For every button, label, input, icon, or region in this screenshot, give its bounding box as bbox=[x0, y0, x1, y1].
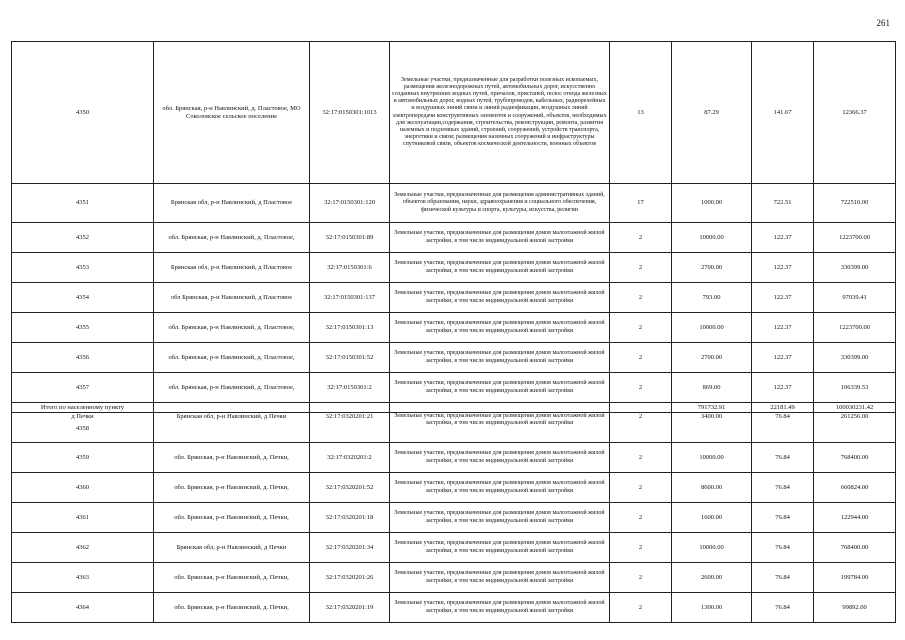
row-land-purpose: Земельные участки, предназначенные для размещения домов малоэтажной жилой застройки, в том числе индивидуальной жилой застройки bbox=[390, 343, 610, 373]
row-cadastral-number: 32:17:0320201:21 bbox=[310, 413, 390, 443]
row-cadastral-number: 32:17:0320201:26 bbox=[310, 563, 390, 593]
row-area: 2700.00 bbox=[672, 343, 752, 373]
row-cadastral-value: 330399.00 bbox=[814, 343, 896, 373]
row-specific-index: 76.84 bbox=[752, 503, 814, 533]
row-cadastral-value: 768400.00 bbox=[814, 443, 896, 473]
row-specific-index: 722.51 bbox=[752, 184, 814, 223]
row-number: 4352 bbox=[12, 223, 154, 253]
row-land-type: 13 bbox=[610, 42, 672, 184]
cadastral-value-table bbox=[11, 41, 896, 623]
row-cadastral-number: 32:17:0320201:34 bbox=[310, 533, 390, 563]
row-address: обл. Брянская, р-н Навлинский, д. Пластовое, bbox=[154, 373, 310, 403]
table-row bbox=[12, 413, 896, 443]
row-number: 4350 bbox=[12, 42, 154, 184]
row-cadastral-number: 32:17:0150301:120 bbox=[310, 184, 390, 223]
table-row bbox=[12, 533, 896, 563]
row-cadastral-number: 32:17:0150301:6 bbox=[310, 253, 390, 283]
row-land-purpose: Земельные участки, предназначенные для размещения домов малоэтажной жилой застройки, в том числе индивидуальной жилой застройки bbox=[390, 373, 610, 403]
row-number: 4361 bbox=[12, 503, 154, 533]
row-land-type: 2 bbox=[610, 373, 672, 403]
row-specific-index: 76.84 bbox=[752, 413, 814, 443]
total-empty-type bbox=[610, 403, 672, 413]
row-cadastral-value: 97039.41 bbox=[814, 283, 896, 313]
row-cadastral-value: 12366.37 bbox=[814, 42, 896, 184]
row-area: 1000.00 bbox=[672, 184, 752, 223]
row-cadastral-value: 722510.00 bbox=[814, 184, 896, 223]
row-number-value: 4358 bbox=[76, 424, 89, 432]
row-land-type: 2 bbox=[610, 313, 672, 343]
row-specific-index: 122.37 bbox=[752, 313, 814, 343]
row-address: Брянская обл, р-н Навлинский, д Печки bbox=[154, 533, 310, 563]
row-cadastral-number: 32:17:0150301:1013 bbox=[310, 42, 390, 184]
row-area: 1600.00 bbox=[672, 503, 752, 533]
row-number: 4353 bbox=[12, 253, 154, 283]
table-body-pechki bbox=[12, 413, 896, 623]
table-row bbox=[12, 593, 896, 623]
row-land-type: 2 bbox=[610, 283, 672, 313]
total-value: 100030231.42 bbox=[814, 403, 896, 413]
row-land-purpose: Земельные участки, предназначенные для размещения домов малоэтажной жилой застройки, в том числе индивидуальной жилой застройки bbox=[390, 563, 610, 593]
table-row bbox=[12, 42, 896, 184]
row-land-type: 2 bbox=[610, 473, 672, 503]
row-area: 10000.00 bbox=[672, 223, 752, 253]
row-land-purpose: Земельные участки, предназначенные для размещения административных зданий, объектов образования, науки, здравоохранения и социального обеспечения, физической культуры и спорта, культуры, искусства, религии bbox=[390, 184, 610, 223]
row-land-purpose: Земельные участки, предназначенные для размещения домов малоэтажной жилой застройки, в том числе индивидуальной жилой застройки bbox=[390, 443, 610, 473]
table-row bbox=[12, 443, 896, 473]
row-land-purpose: Земельные участки, предназначенные для размещения домов малоэтажной жилой застройки, в том числе индивидуальной жилой застройки bbox=[390, 593, 610, 623]
row-cadastral-value: 1223700.00 bbox=[814, 313, 896, 343]
row-area: 793.00 bbox=[672, 283, 752, 313]
total-empty-cadastral bbox=[310, 403, 390, 413]
row-cadastral-value: 99892.00 bbox=[814, 593, 896, 623]
row-specific-index: 76.84 bbox=[752, 443, 814, 473]
table-row bbox=[12, 473, 896, 503]
row-land-purpose: Земельные участки, предназначенные для размещения домов малоэтажной жилой застройки, в том числе индивидуальной жилой застройки bbox=[390, 283, 610, 313]
row-specific-index: 76.84 bbox=[752, 473, 814, 503]
row-area: 10000.00 bbox=[672, 313, 752, 343]
row-address: обл. Брянская, р-н Навлинский, д. Печки, bbox=[154, 473, 310, 503]
row-address: обл. Брянская, р-н Навлинский, д. Печки, bbox=[154, 443, 310, 473]
row-cadastral-number: 32:17:0150301:52 bbox=[310, 343, 390, 373]
row-number: 4360 bbox=[12, 473, 154, 503]
table-row bbox=[12, 283, 896, 313]
row-land-type: 2 bbox=[610, 503, 672, 533]
row-cadastral-value: 106339.53 bbox=[814, 373, 896, 403]
row-land-purpose: Земельные участки, предназначенные для размещения домов малоэтажной жилой застройки, в том числе индивидуальной жилой застройки bbox=[390, 223, 610, 253]
total-area: 791732.91 bbox=[672, 403, 752, 413]
row-number: 4359 bbox=[12, 443, 154, 473]
row-area: 10000.00 bbox=[672, 443, 752, 473]
table-row bbox=[12, 313, 896, 343]
row-land-type: 2 bbox=[610, 443, 672, 473]
row-address: обл. Брянская, р-н Навлинский, д. Пластовое, bbox=[154, 313, 310, 343]
table-row bbox=[12, 184, 896, 223]
total-label: Итого по населенному пункту bbox=[12, 403, 154, 413]
locality-name: д Печки bbox=[71, 413, 94, 420]
row-land-purpose: Земельные участки, предназначенные для размещения домов малоэтажной жилой застройки, в том числе индивидуальной жилой застройки bbox=[390, 473, 610, 503]
row-land-purpose: Земельные участки, предназначенные для размещения домов малоэтажной жилой застройки, в том числе индивидуальной жилой застройки bbox=[390, 253, 610, 283]
row-specific-index: 76.84 bbox=[752, 533, 814, 563]
row-cadastral-value: 199784.00 bbox=[814, 563, 896, 593]
row-address: Брянская обл, р-н Навлинский, д Пластовое bbox=[154, 184, 310, 223]
row-number: 4351 bbox=[12, 184, 154, 223]
row-address: Брянская обл, р-н Навлинский, д Печки bbox=[154, 413, 310, 443]
table-row bbox=[12, 223, 896, 253]
row-area: 2600.00 bbox=[672, 563, 752, 593]
row-specific-index: 76.84 bbox=[752, 563, 814, 593]
row-cadastral-number: 32:17:0320201:18 bbox=[310, 503, 390, 533]
row-area: 869.00 bbox=[672, 373, 752, 403]
row-land-type: 17 bbox=[610, 184, 672, 223]
row-land-type: 2 bbox=[610, 253, 672, 283]
row-specific-index: 122.37 bbox=[752, 253, 814, 283]
row-address: обл. Брянская, р-н Навлинский, д. Печки, bbox=[154, 503, 310, 533]
table-body-pastovoe bbox=[12, 42, 896, 403]
row-cadastral-value: 261256.00 bbox=[814, 413, 896, 443]
row-land-type: 2 bbox=[610, 223, 672, 253]
row-specific-index: 76.84 bbox=[752, 593, 814, 623]
table-row bbox=[12, 253, 896, 283]
row-cadastral-number: 32:17:0150301:89 bbox=[310, 223, 390, 253]
row-number: 4356 bbox=[12, 343, 154, 373]
table-row bbox=[12, 343, 896, 373]
row-address: обл. Брянская, р-н Навлинский, д. Пластовое, bbox=[154, 343, 310, 373]
row-cadastral-number: 32:17:0320201:19 bbox=[310, 593, 390, 623]
row-land-type: 2 bbox=[610, 593, 672, 623]
row-land-purpose: Земельные участки, предназначенные для разработки полезных ископаемых, размещения железнодорожных путей, автомобильных дорог, искусственно созданных внутренних водных путей, причалов, пристаней, полос отвода железных и автомобильных дорог, водных путей, трубопроводов, кабельных, радиорелейных и воздушных линий связи и линий радиофикации, воздушных линий электропередачи конструктивных элементов и сооружений, объектов, необходимых для эксплуатации,содержания, строительства, реконструкции, ремонта, развития наземных и подземных зданий, строений, сооружений, устройств транспорта, энергетики и связи; размещения наземных сооружений и инфраструктуры спутниковой связи, объектов космической деятельности, военных объектов bbox=[390, 42, 610, 184]
row-cadastral-number: 32:17:0150301:2 bbox=[310, 373, 390, 403]
row-land-type: 2 bbox=[610, 533, 672, 563]
row-specific-index: 141.67 bbox=[752, 42, 814, 184]
row-number: 4354 bbox=[12, 283, 154, 313]
row-cadastral-value: 330399.00 bbox=[814, 253, 896, 283]
row-specific-index: 122.37 bbox=[752, 343, 814, 373]
row-cadastral-number: 32:17:0320201:52 bbox=[310, 473, 390, 503]
table-row bbox=[12, 503, 896, 533]
row-area: 10000.00 bbox=[672, 533, 752, 563]
total-rate: 22181.49 bbox=[752, 403, 814, 413]
row-number: 4362 bbox=[12, 533, 154, 563]
row-cadastral-number: 32:17:0320201:2 bbox=[310, 443, 390, 473]
row-land-purpose: Земельные участки, предназначенные для размещения домов малоэтажной жилой застройки, в том числе индивидуальной жилой застройки bbox=[390, 313, 610, 343]
row-specific-index: 122.37 bbox=[752, 373, 814, 403]
row-number: 4363 bbox=[12, 563, 154, 593]
page-number: 261 bbox=[876, 18, 890, 28]
row-land-purpose: Земельные участки, предназначенные для размещения домов малоэтажной жилой застройки, в том числе индивидуальной жилой застройки bbox=[390, 533, 610, 563]
row-cadastral-value: 1223700.00 bbox=[814, 223, 896, 253]
row-land-purpose: Земельные участки, предназначенные для размещения домов малоэтажной жилой застройки, в том числе индивидуальной жилой застройки bbox=[390, 413, 610, 443]
row-area: 2700.00 bbox=[672, 253, 752, 283]
row-area: 1300.00 bbox=[672, 593, 752, 623]
row-cadastral-number: 32:17:0150301:137 bbox=[310, 283, 390, 313]
total-empty-purpose bbox=[390, 403, 610, 413]
row-land-type: 2 bbox=[610, 563, 672, 593]
total-empty-address bbox=[154, 403, 310, 413]
row-land-purpose: Земельные участки, предназначенные для размещения домов малоэтажной жилой застройки, в том числе индивидуальной жилой застройки bbox=[390, 503, 610, 533]
row-address: Брянская обл, р-н Навлинский, д Пластовое bbox=[154, 253, 310, 283]
row-address: обл. Брянская, р-н Навлинский, д. Печки, bbox=[154, 563, 310, 593]
row-number bbox=[12, 413, 154, 443]
row-address: обл. Брянская, р-н Навлинский, д. Печки, bbox=[154, 593, 310, 623]
row-area: 3400.00 bbox=[672, 413, 752, 443]
row-land-type: 2 bbox=[610, 413, 672, 443]
row-cadastral-value: 660824.00 bbox=[814, 473, 896, 503]
row-address: обл Брянская, р-н Навлинский, д Пластовое bbox=[154, 283, 310, 313]
row-number: 4355 bbox=[12, 313, 154, 343]
row-number: 4364 bbox=[12, 593, 154, 623]
row-land-type: 2 bbox=[610, 343, 672, 373]
row-specific-index: 122.37 bbox=[752, 223, 814, 253]
row-specific-index: 122.37 bbox=[752, 283, 814, 313]
table-row bbox=[12, 373, 896, 403]
row-area: 8600.00 bbox=[672, 473, 752, 503]
row-area: 87.29 bbox=[672, 42, 752, 184]
table-row bbox=[12, 563, 896, 593]
row-cadastral-value: 122944.00 bbox=[814, 503, 896, 533]
row-address: обл. Брянская, р-н Навлинский, д. Пластовое, bbox=[154, 223, 310, 253]
locality-total-row bbox=[12, 403, 896, 413]
table-body-total bbox=[12, 403, 896, 413]
row-address: обл. Брянская, р-н Навлинский, д. Пластовое, МО Соколовское сельское поселение bbox=[154, 42, 310, 184]
row-cadastral-number: 32:17:0150301:13 bbox=[310, 313, 390, 343]
row-number: 4357 bbox=[12, 373, 154, 403]
row-cadastral-value: 768400.00 bbox=[814, 533, 896, 563]
